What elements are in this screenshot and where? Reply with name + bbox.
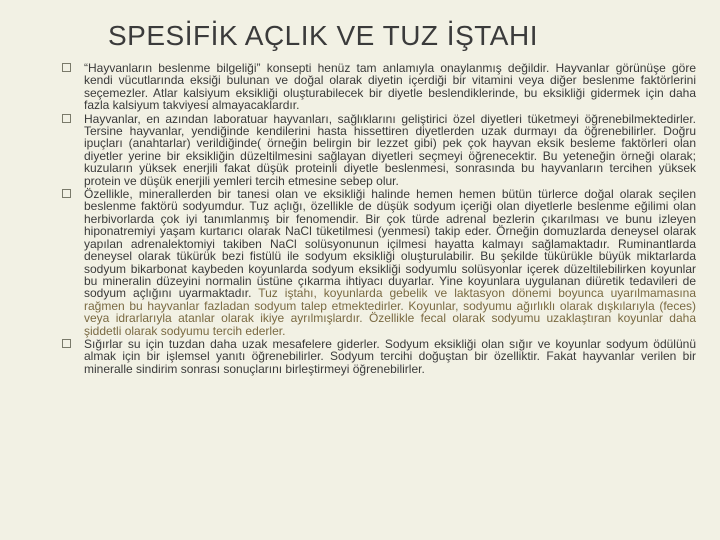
square-bullet-icon (62, 339, 71, 348)
bullet-text: Hayvanlar, en azından laboratuar hayvanları, sağlıklarını geliştirici özel diyetleri tüketmeyi öğrenebilmektedirler. Tersine hayvanlar, yendiğinde kendilerini hasta hissettiren diyetlerden uzak durmayı da öğrenebilirler. Doğru ipuçları (anahtarlar) verildiğinde( örneğin belirgin bir lezzet gibi) pek çok hayvan eksik besleme faktörleri olan diyetler yerine bir eksikliğin düzeltilmesini sağlayan diyetleri seçmeyi öğrenecektir. Bu yeteneğin örneği olarak; kuzuların yüksek enerjili fakat düşük proteinli diyetle beslenmesi, sonrasında bu hayvanların tercihen yüksek protein ve düşük enerjili yemleri tercih etmesine sebep olur. (84, 111, 696, 188)
bullet-text (84, 188, 696, 337)
square-bullet-icon (62, 114, 71, 123)
bullet-item (84, 188, 696, 337)
square-bullet-icon (62, 63, 71, 72)
bullet-list (84, 62, 696, 376)
bullet-text: “Hayvanların beslenme bilgeliği” konsepti henüz tam anlamıyla onaylanmış değildir. Hayvanlar görünüşe göre kendi vücutlarında eksiği bulunan ve doğal olarak diyetin içerdiği bir vitamini veya diğer beslenme faktörlerini seçemezler. Atlar kalsiyum eksikliği oluşturabilecek bir diyetle beslendiklerinde, bu eksikliği gidermek için daha fazla kalsiyum takviyesi almayacaklardır. (84, 61, 696, 113)
bullet-text-highlight: Tuz iştahı, koyunlarda gebelik ve laktasyon dönemi boyunca uyarılmamasına rağmen bu hayvanlar fazladan sodyum talep etmektedirler. Koyunlar, sodyumu ağırlıklı olarak dışkılarıyla (feces) veya idrarlarıyla atanlar olarak ikiye ayrılmışlardır. Özellikle fecal olarak sodyumu uzaklaştıran koyunlar daha şiddetli olarak sodyumu tercih ederler. (84, 286, 696, 338)
bullet-item (84, 338, 696, 375)
bullet-item (84, 113, 696, 187)
bullet-item (84, 62, 696, 112)
slide-title: SPESİFİK AÇLIK VE TUZ İŞTAHI (108, 20, 538, 51)
bullet-text: Sığırlar su için tuzdan daha uzak mesafelere giderler. Sodyum eksikliği olan sığır ve koyunlar sodyum ödülünü almak için bir işlemsel yanıtı öğrenebilirler. Sodyum tercihi doğuştan bir özelliktir. Fakat hayvanlar verilen bir mineralle sindirim sonrası sonuçlarını birleştirmeyi öğrenebilirler. (84, 336, 696, 376)
square-bullet-icon (62, 189, 71, 198)
bullet-text-main: Özellikle, minerallerden bir tanesi olan ve eksikliği halinde hemen hemen bütün türlerce doğal olarak seçilen beslenme faktörü sodyumdur. Tuz açlığı, özellikle de düşük sodyum içeriği olan diyetlerle beslenme eğilimi olan herbivorlarda çok iyi tanımlanmış bir fenomendir. Bir çok türde adrenal bezlerin çıkarılması ve bunu izleyen hiponatremiyi yaşam kurtarıcı olarak NaCl tüketilmesi (yenmesi) takip eder. Örneğin domuzlarda deneysel olarak yapılan adrenalektomiyi takiben NaCl solüsyonunun içilmesi hayatta kalmayı sağlamaktadır. Ruminantlarda deneysel olarak tükürük bezi fistülü ile sodyum eksikliği oluşturulabilir. Bu şekilde tükürükle büyük miktarlarda sodyum bikarbonat kaybeden koyunlarda sodyum eksikliği sodyumlu solüsyonlar içerek düzeltilebilirken koyunlar bu mineralin düzeyini normalin üstüne çıkarma ihtiyacı duyarlar. Yine koyunlara uygulanan diüretik tedavileri de sodyum açlığını uyarmaktadır. (84, 187, 696, 301)
